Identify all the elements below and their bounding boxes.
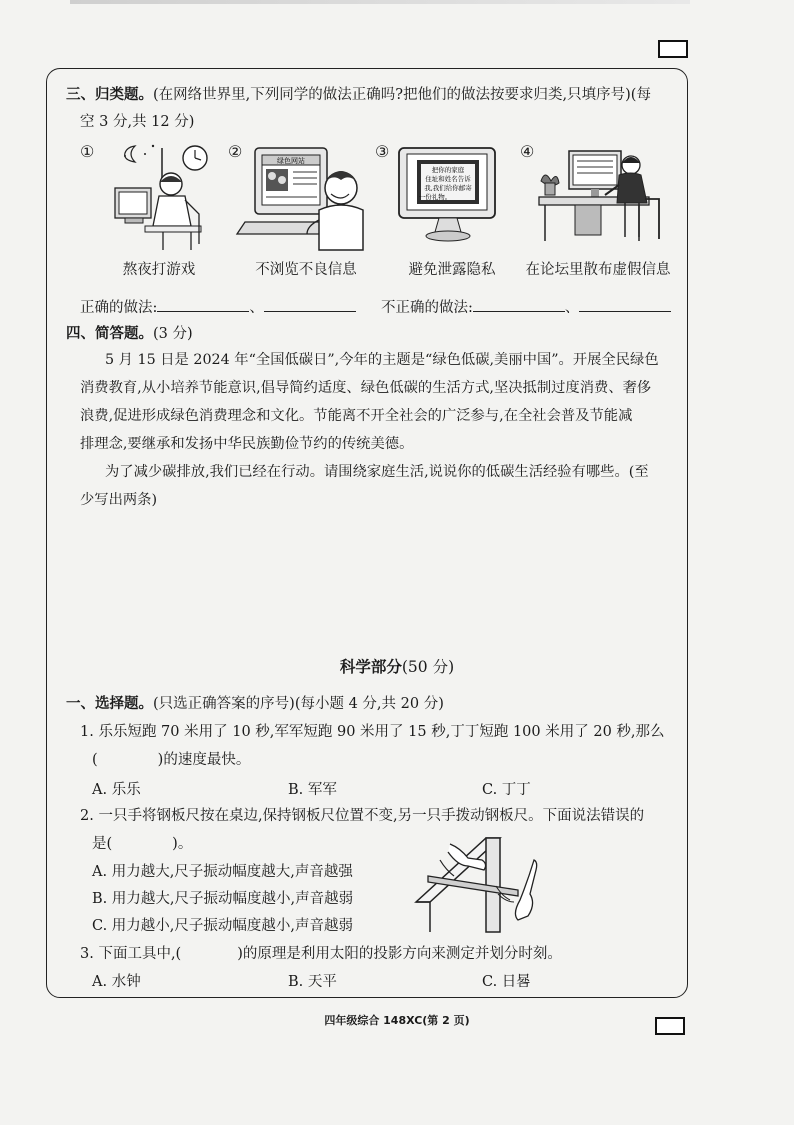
privacy-warning-monitor: [395, 146, 500, 246]
section4-title: 四、简答题。: [66, 325, 153, 342]
q1-open-paren: (: [92, 752, 98, 768]
q2-line-1: 2. 一只手将钢板尺按在桌边,保持钢板尺位置不变,另一只手拨动钢板尺。下面说法错误的: [80, 808, 645, 824]
gaming-at-night-illustration: [105, 140, 215, 252]
caption-1: 熬夜打游戏: [122, 262, 196, 278]
correct-blank-2[interactable]: [264, 297, 356, 312]
correct-blank-1[interactable]: [157, 297, 249, 312]
choice-heading: [66, 694, 444, 714]
q1-option-c: C. 丁丁: [482, 782, 531, 798]
para1-line-1: 5 月 15 日是 2024 年“全国低碳日”,今年的主题是“绿色低碳,美丽中国”。开展全民绿色: [105, 352, 659, 368]
q2-option-b: B. 用力越大,尺子振动幅度越小,声音越弱: [92, 891, 354, 907]
section3-title: 三、归类题。: [66, 86, 153, 103]
incorrect-blank-1[interactable]: [473, 297, 565, 312]
q1-option-a: A. 乐乐: [92, 782, 141, 798]
para2-line-1: 为了减少碳排放,我们已经在行动。请围绕家庭生活,说说你的低碳生活经验有哪些。(至: [105, 464, 649, 480]
para2-line-2: 少写出两条): [80, 492, 158, 508]
item-number-1: ①: [80, 142, 95, 161]
para1-line-4: 排理念,要继承和发扬中华民族勤俭节约的传统美德。: [80, 436, 414, 452]
item-number-2: ②: [228, 142, 243, 161]
q2-option-a: A. 用力越大,尺子振动幅度越大,声音越强: [92, 864, 353, 880]
q3-line: [80, 944, 562, 964]
sign-line-2: 住址和姓名告诉: [425, 175, 471, 183]
q2-option-c: C. 用力越小,尺子振动幅度越小,声音越弱: [92, 918, 354, 934]
separator: 、: [249, 300, 264, 316]
correct-row: [80, 297, 356, 318]
science-points: (50 分): [401, 658, 455, 676]
scan-top-edge: [70, 0, 690, 4]
science-title: 科学部分: [339, 657, 402, 676]
green-website-illustration: [235, 140, 365, 252]
incorrect-blank-2[interactable]: [579, 297, 671, 312]
section3-heading: [66, 85, 651, 105]
caption-3: 避免泄露隐私: [408, 262, 496, 278]
sign-line-3: 我,我们给你邮寄: [424, 184, 472, 192]
q3-suffix: )的原理是利用太阳的投影方向来测定并划分时刻。: [237, 946, 562, 962]
choice-instruction: (只选正确答案的序号)(每小题 4 分,共 20 分): [153, 696, 444, 712]
ruler-on-desk-illustration: [408, 832, 548, 934]
sign-line-4: 一份礼物。: [418, 193, 452, 201]
browser-tab-text: 绿色网站: [277, 157, 305, 165]
q2-suffix: )。: [172, 836, 193, 852]
answer-area[interactable]: [80, 520, 670, 640]
separator: 、: [564, 300, 580, 316]
correct-label: 正确的做法:: [80, 300, 158, 316]
section4-heading: [66, 324, 193, 344]
caption-2: 不浏览不良信息: [255, 262, 357, 278]
page-footer: 四年级综合 148XC(第 2 页): [324, 1014, 470, 1027]
section3-instruction: (在网络世界里,下列同学的做法正确吗?把他们的做法按要求归类,只填序号)(每: [153, 87, 651, 103]
q1-line-1: 1. 乐乐短跑 70 米用了 10 秒,军军短跑 90 米用了 15 秒,丁丁短跑 100 米用了 20 秒,那么: [80, 724, 665, 740]
para1-line-3: 浪费,促进形成绿色消费理念和文化。节能离不开全社会的广泛参与,在全社会普及节能减: [80, 408, 633, 424]
forum-posting-illustration: [535, 145, 670, 245]
q1-option-b: B. 军军: [288, 782, 337, 798]
choice-title: 一、选择题。: [66, 695, 153, 712]
corner-mark-top: [658, 40, 688, 58]
section4-points: (3 分): [153, 326, 193, 342]
q1-line-2: [92, 750, 250, 770]
q3-option-b: B. 天平: [288, 974, 337, 990]
q3-option-c: C. 日晷: [482, 974, 531, 990]
q2-prefix: 是(: [92, 836, 113, 852]
caption-4: 在论坛里散布虚假信息: [525, 262, 671, 278]
incorrect-row: [381, 297, 671, 318]
q1-close: )的速度最快。: [157, 752, 251, 768]
incorrect-label: 不正确的做法:: [381, 300, 473, 316]
para1-line-2: 消费教育,从小培养节能意识,倡导简约适度、绿色低碳的生活方式,坚决抵制过度消费、奢侈: [80, 380, 652, 396]
q2-line-2: [92, 834, 192, 854]
section3-instruction-cont: 空 3 分,共 12 分): [80, 114, 195, 130]
q3-prefix: 3. 下面工具中,(: [80, 946, 182, 962]
item-number-4: ④: [520, 142, 535, 161]
sign-line-1: 把你的家庭: [431, 166, 465, 174]
q3-option-a: A. 水钟: [92, 974, 141, 990]
science-section-title: [0, 655, 794, 677]
item-number-3: ③: [375, 142, 390, 161]
